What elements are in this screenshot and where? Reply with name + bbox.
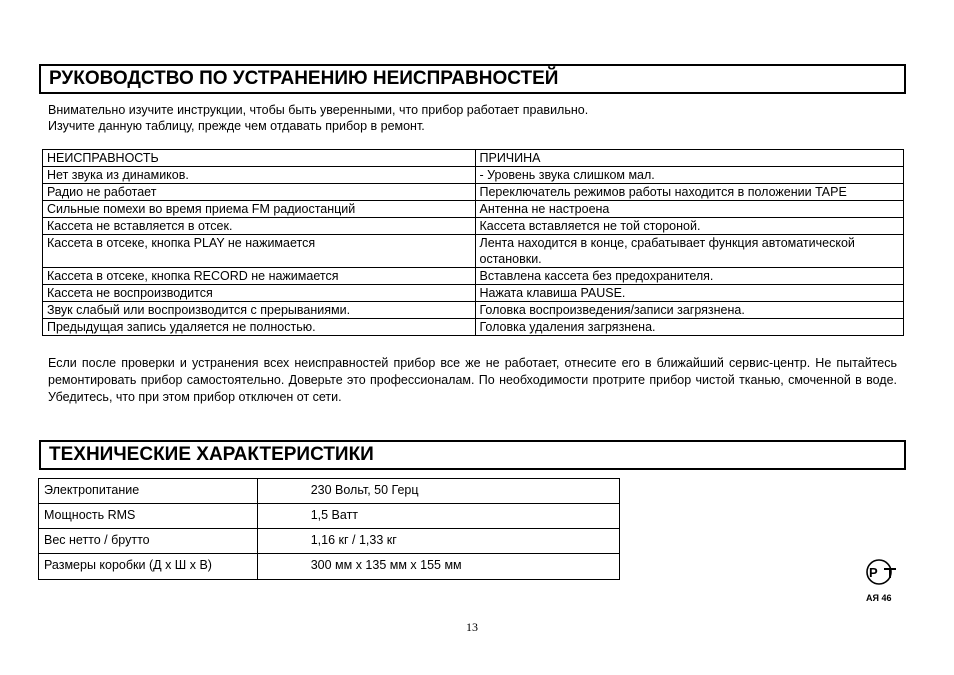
fault-cell: Сильные помехи во время приема FM радиостанций: [43, 201, 476, 218]
intro-line-2: Изучите данную таблицу, прежде чем отдавать прибор в ремонт.: [48, 119, 425, 133]
fault-cell: Нет звука из динамиков.: [43, 167, 476, 184]
fault-cell: Кассета в отсеке, кнопка PLAY не нажимается: [43, 235, 476, 268]
table-row: [43, 319, 904, 336]
troubleshooting-table: [42, 149, 904, 336]
spec-label: Вес нетто / брутто: [39, 529, 258, 554]
spec-label: Мощность RMS: [39, 504, 258, 529]
certification-code: АЯ 46: [866, 593, 892, 603]
page-number: 13: [466, 620, 478, 634]
spec-label: Размеры коробки (Д х Ш х В): [39, 554, 258, 580]
spec-value: 1,16 кг / 1,33 кг: [257, 529, 619, 554]
fault-cell: Предыдущая запись удаляется не полностью.: [43, 319, 476, 336]
spec-value: 230 Вольт, 50 Герц: [257, 479, 619, 504]
cause-cell: Переключатель режимов работы находится в положении TAPE: [475, 184, 904, 201]
cause-cell: Нажата клавиша PAUSE.: [475, 285, 904, 302]
spec-label: Электропитание: [39, 479, 258, 504]
table-row: [43, 268, 904, 285]
spec-value: 300 мм х 135 мм х 155 мм: [257, 554, 619, 580]
fault-cell: Звук слабый или воспроизводится с прерываниями.: [43, 302, 476, 319]
rst-certification-mark-icon: [860, 558, 900, 588]
spec-row: [39, 554, 620, 580]
table-row: [43, 201, 904, 218]
fault-cell: Радио не работает: [43, 184, 476, 201]
troubleshooting-intro: [48, 102, 898, 134]
cause-cell: - Уровень звука слишком мал.: [475, 167, 904, 184]
table-row: [43, 285, 904, 302]
spec-row: [39, 529, 620, 554]
troubleshooting-outro: Если после проверки и устранения всех неисправностей прибор все же не работает, отнесите его в ближайший сервис-центр. Не пытайтесь ремонтировать прибор самостоятельно. Доверьте это профессионалам. По необходимости протрите прибор чистой тканью, смоченной в воде. Убедитесь, что при этом прибор отключен от сети.: [48, 356, 897, 404]
cause-cell: Головка воспроизведения/записи загрязнена.: [475, 302, 904, 319]
header-fault: НЕИСПРАВНОСТЬ: [43, 150, 476, 167]
spec-row: [39, 479, 620, 504]
table-header-row: [43, 150, 904, 167]
fault-cell: Кассета в отсеке, кнопка RECORD не нажимается: [43, 268, 476, 285]
cause-cell: Антенна не настроена: [475, 201, 904, 218]
table-row: [43, 167, 904, 184]
cause-cell: Вставлена кассета без предохранителя.: [475, 268, 904, 285]
svg-text:Р: Р: [869, 565, 878, 580]
troubleshooting-heading-text: РУКОВОДСТВО ПО УСТРАНЕНИЮ НЕИСПРАВНОСТЕЙ: [49, 68, 559, 89]
certification-mark: [860, 558, 900, 603]
spec-row: [39, 504, 620, 529]
cause-cell: Лента находится в конце, срабатывает функция автоматической остановки.: [475, 235, 904, 268]
cause-cell: Кассета вставляется не той стороной.: [475, 218, 904, 235]
fault-cell: Кассета не воспроизводится: [43, 285, 476, 302]
cause-cell: Головка удаления загрязнена.: [475, 319, 904, 336]
table-row: [43, 184, 904, 201]
table-row: [43, 302, 904, 319]
fault-cell: Кассета не вставляется в отсек.: [43, 218, 476, 235]
specs-table: [38, 478, 620, 580]
specs-heading-text: ТЕХНИЧЕСКИЕ ХАРАКТЕРИСТИКИ: [49, 444, 374, 465]
table-row: [43, 218, 904, 235]
table-row: [43, 235, 904, 268]
specs-heading: [39, 440, 906, 470]
troubleshooting-heading: [39, 64, 906, 94]
header-cause: ПРИЧИНА: [475, 150, 904, 167]
spec-value: 1,5 Ватт: [257, 504, 619, 529]
intro-line-1: Внимательно изучите инструкции, чтобы быть уверенными, что прибор работает правильно.: [48, 103, 589, 117]
